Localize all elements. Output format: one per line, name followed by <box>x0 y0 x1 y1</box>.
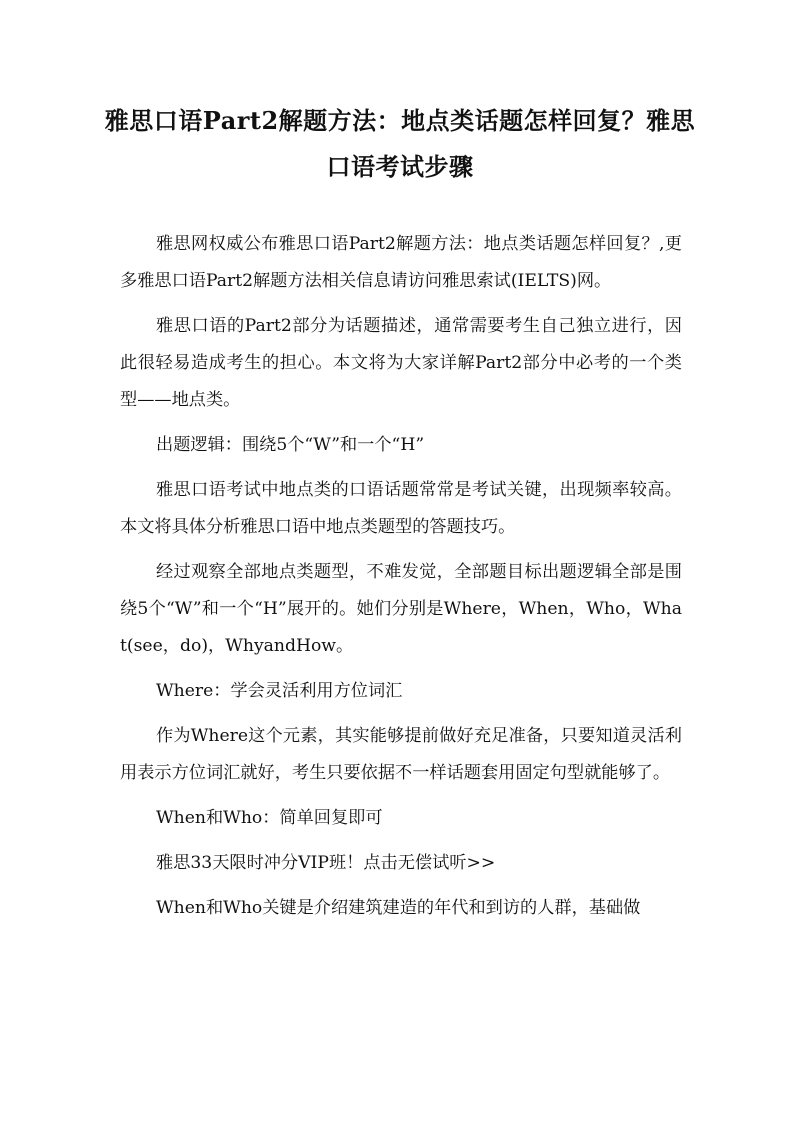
paragraph-when-who-detail: When和Who关键是介绍建筑建造的年代和到访的人群，基础做 <box>156 898 641 918</box>
paragraph-intro: 雅思网权威公布雅思口语Part2解题方法：地点类话题怎样回复？,更多雅思口语Part2解题方法相关信息请访问雅思索试(IELTS)网。 <box>120 234 682 291</box>
paragraph-topic-frequency: 雅思口语考试中地点类的口语话题常常是考试关键，出现频率较高。本文将具体分析雅思口语中地点类题型的答题技巧。 <box>120 480 682 537</box>
paragraph-where-detail: 作为Where这个元素，其实能够提前做好充足准备，只要知道灵活利用表示方位词汇就好，考生只要依据不一样话题套用固定句型就能够了。 <box>120 726 682 783</box>
paragraph-when-who-heading: When和Who：简单回复即可 <box>156 808 383 828</box>
paragraph-five-w-one-h: 经过观察全部地点类题型，不难发觉，全部题目标出题逻辑全部是围绕5个“W”和一个“H”展开的。她们分别是Where，When，Who，What(see，do)，WhyandHow。 <box>120 562 682 656</box>
paragraph-where-heading: Where：学会灵活利用方位词汇 <box>156 681 403 701</box>
document-title: 雅思口语Part2解题方法：地点类话题怎样回复？雅思口语考试步骤 <box>104 106 696 181</box>
paragraph-part2-overview: 雅思口语的Part2部分为话题描述，通常需要考生自己独立进行，因此很轻易造成考生的担心。本文将为大家详解Part2部分中必考的一个类型——地点类。 <box>120 316 682 410</box>
promo-link[interactable]: 雅思33天限时冲分VIP班！点击无偿试听>> <box>156 853 496 873</box>
paragraph-logic-heading: 出题逻辑：围绕5个“W”和一个“H” <box>156 435 425 455</box>
document-body <box>120 226 682 935</box>
